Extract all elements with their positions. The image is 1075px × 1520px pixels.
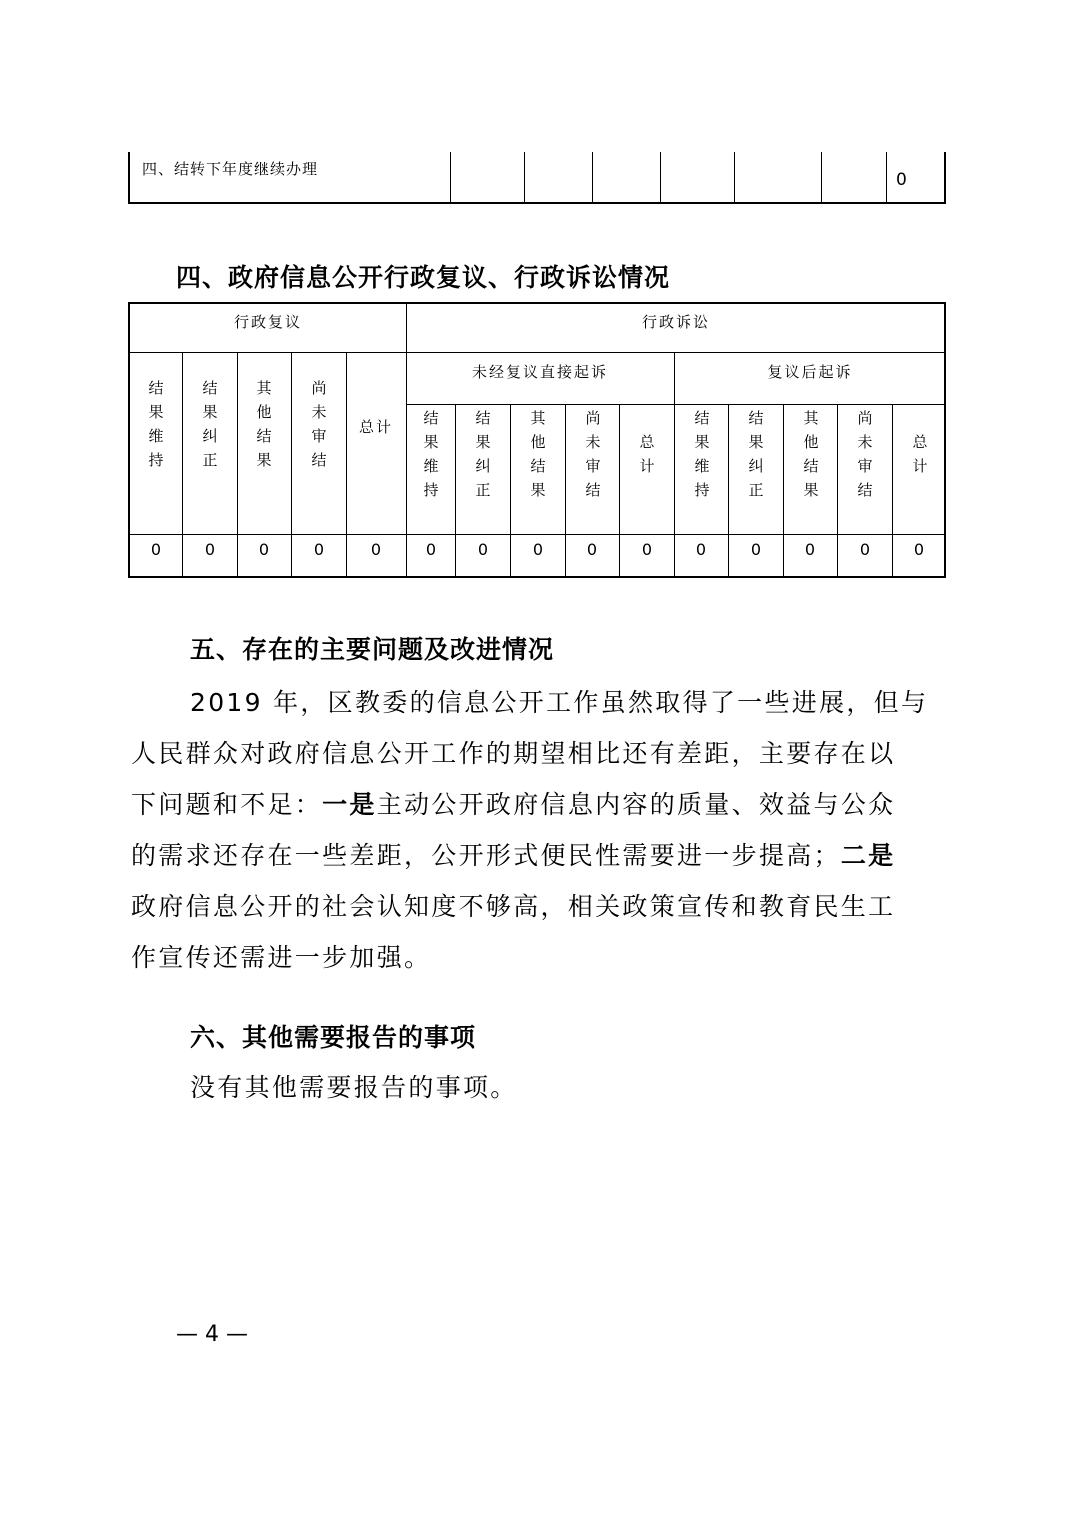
table-vline (783, 404, 784, 576)
section5-line-3 (131, 779, 895, 830)
table-vline (565, 404, 566, 576)
table-vline (837, 404, 838, 576)
column-divider (450, 152, 451, 202)
table-cell: 0 (750, 540, 762, 559)
table-hline (130, 352, 407, 353)
table-vline (346, 352, 347, 576)
emphasis-first: 一是 (322, 790, 377, 819)
table-vline (674, 352, 675, 576)
text-run: 主动公开政府信息内容的质量、效益与公众 (376, 790, 896, 819)
col-header: 结果纠正 (748, 409, 764, 499)
emphasis-second: 二是 (840, 841, 896, 870)
litigation-header: 行政诉讼 (641, 313, 710, 331)
table-cell: 0 (425, 540, 437, 559)
col-header: 结果维持 (148, 379, 164, 469)
col-header: 结果纠正 (475, 409, 491, 499)
column-divider (821, 152, 822, 202)
table-cell: 0 (150, 540, 162, 559)
table-vline (510, 404, 511, 576)
section5-line-4 (131, 830, 895, 881)
column-divider (660, 152, 661, 202)
table-vline (406, 304, 407, 576)
review-header: 行政复议 (233, 313, 302, 331)
col-header: 结果维持 (694, 409, 710, 499)
col-header: 结果纠正 (202, 379, 218, 469)
section4-title: 四、政府信息公开行政复议、行政诉讼情况 (176, 263, 671, 292)
section5-line-6: 作宣传还需进一步加强。 (131, 943, 432, 972)
section5-line-1: 2019 年，区教委的信息公开工作虽然取得了一些进展，但与 (190, 688, 929, 717)
after-review-suit-header: 复议后起诉 (767, 363, 853, 381)
column-divider (524, 152, 525, 202)
table-vline (619, 404, 620, 576)
text-run: 的需求还存在一些差距，公开形式便民性需要进一步提高； (131, 841, 841, 870)
table-hline (407, 352, 946, 353)
col-header: 其他结果 (803, 409, 819, 499)
table-cell: 0 (804, 540, 816, 559)
column-divider (734, 152, 735, 202)
table-cell: 0 (370, 540, 382, 559)
text-run: 下问题和不足： (131, 790, 323, 819)
page-number: — 4 — (176, 1322, 248, 1347)
section6-title: 六、其他需要报告的事项 (190, 1023, 477, 1052)
table-vline (728, 404, 729, 576)
table-cell: 0 (258, 540, 270, 559)
section6-body: 没有其他需要报告的事项。 (190, 1073, 518, 1102)
table-cell: 0 (913, 540, 925, 559)
col-header: 总计 (912, 433, 928, 475)
table-cell: 0 (859, 540, 871, 559)
table-hline (407, 404, 946, 405)
col-header: 总计 (358, 418, 393, 436)
section5-title: 五、存在的主要问题及改进情况 (190, 635, 555, 664)
column-divider (592, 152, 593, 202)
table-hline (130, 534, 946, 535)
table-vline (892, 404, 893, 576)
table-vline (237, 352, 238, 576)
section5-line-5: 政府信息公开的社会认知度不够高，相关政策宣传和教育民生工 (131, 892, 896, 921)
col-header: 结果维持 (423, 409, 439, 499)
carryover-value: 0 (896, 170, 907, 190)
table-cell: 0 (313, 540, 325, 559)
col-header: 尚未审结 (857, 409, 873, 499)
section5-line-2: 人民群众对政府信息公开工作的期望相比还有差距，主要存在以 (131, 739, 896, 768)
carryover-row (128, 152, 946, 204)
table-cell: 0 (641, 540, 653, 559)
column-divider (886, 152, 887, 202)
table-cell: 0 (532, 540, 544, 559)
direct-suit-header: 未经复议直接起诉 (471, 363, 608, 381)
litigation-table (128, 302, 946, 578)
table-vline (182, 352, 183, 576)
table-cell: 0 (695, 540, 707, 559)
col-header: 总计 (639, 433, 655, 475)
col-header: 尚未审结 (585, 409, 601, 499)
table-cell: 0 (477, 540, 489, 559)
col-header: 其他结果 (530, 409, 546, 499)
table-vline (291, 352, 292, 576)
carryover-label: 四、结转下年度继续办理 (142, 160, 319, 178)
col-header: 尚未审结 (311, 379, 327, 469)
table-cell: 0 (586, 540, 598, 559)
table-cell: 0 (204, 540, 216, 559)
col-header: 其他结果 (256, 379, 272, 469)
